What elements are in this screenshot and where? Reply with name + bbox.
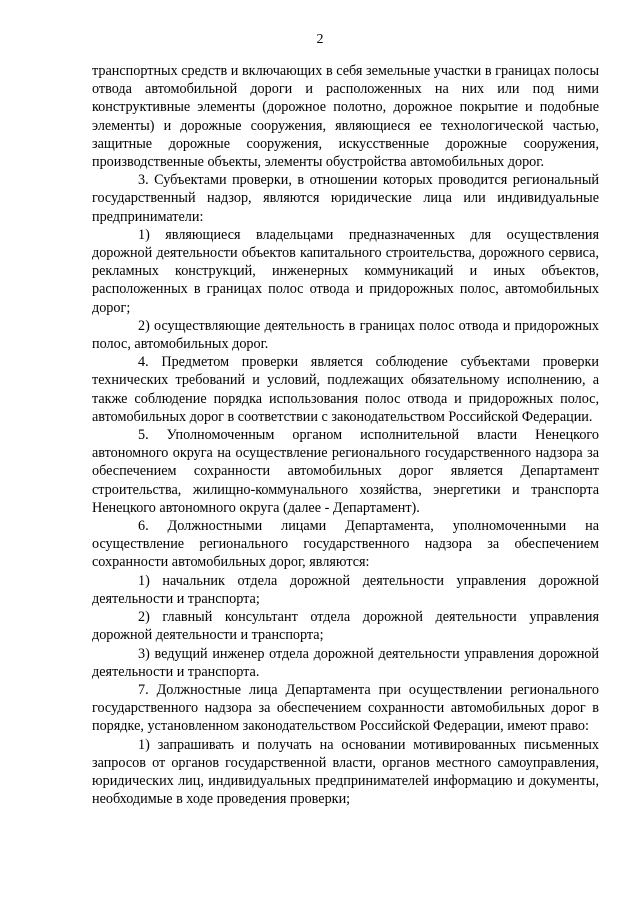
paragraph-item-3-1: 1) являющиеся владельцами предназначенных для осуществления дорожной деятельности объектов капитального строительства, дорожного сервиса, рекламных конструкций, инженерных коммуникаций и иных объектов, расположенных в границах полос отвода и придорожных полос, автомобильных дорог; — [92, 226, 599, 316]
paragraph-item-3: 3. Субъектами проверки, в отношении которых проводится региональный государственный надзор, являются юридические лица или индивидуальные предприниматели: — [92, 172, 599, 225]
paragraph-continuation: транспортных средств и включающих в себя земельные участки в границах полосы отвода автомобильной дороги и расположенных на них или под ними конструктивные элементы (дорожное полотно, дорожное покрытие и подобные элементы) и дорожные сооружения, являющиеся ее технологической частью, защитные дорожные сооружения, искусственные дорожные сооружения, производственные объекты, элементы обустройства автомобильных дорог. — [92, 63, 599, 171]
document-body — [92, 62, 599, 808]
paragraph-item-6-1: 1) начальник отдела дорожной деятельности управления дорожной деятельности и транспорта; — [92, 572, 599, 607]
paragraph-item-7: 7. Должностные лица Департамента при осуществлении регионального государственного надзора за обеспечением сохранности автомобильных дорог в порядке, установленном законодательством Российской Федерации, имеют право: — [92, 681, 599, 735]
paragraph-item-6-2: 2) главный консультант отдела дорожной деятельности управления дорожной деятельности и транспорта; — [92, 609, 599, 644]
paragraph-item-6-3: 3) ведущий инженер отдела дорожной деятельности управления дорожной деятельности и транспорта. — [92, 645, 599, 680]
page-number: 2 — [316, 32, 324, 47]
paragraph-item-3-2: 2) осуществляющие деятельность в границах полос отвода и придорожных полос, автомобильных дорог. — [92, 317, 599, 353]
paragraph-item-4: 4. Предметом проверки является соблюдение субъектами проверки технических требований и условий, подлежащих обязательному исполнению, а также соблюдение порядка использования полос отвода и придорожных полос, автомобильных дорог в соответствии с законодательством Российской Федерации. — [92, 354, 599, 425]
paragraph-item-5: 5. Уполномоченным органом исполнительной власти Ненецкого автономного округа на осуществление регионального государственного надзора за обеспечением сохранности автомобильных дорог является Департамент строительства, жилищно-коммунального хозяйства, энергетики и транспорта Ненецкого автономного округа (далее - Департамент). — [92, 427, 599, 516]
paragraph-item-6: 6. Должностными лицами Департамента, уполномоченными на осуществление регионального государственного надзора за обеспечением сохранности автомобильных дорог, являются: — [92, 518, 599, 571]
paragraph-item-7-1: 1) запрашивать и получать на основании мотивированных письменных запросов от органов государственной власти, органов местного самоуправления, юридических лиц, индивидуальных предпринимателей информацию и документы, необходимые в ходе проведения проверки; — [92, 736, 599, 808]
